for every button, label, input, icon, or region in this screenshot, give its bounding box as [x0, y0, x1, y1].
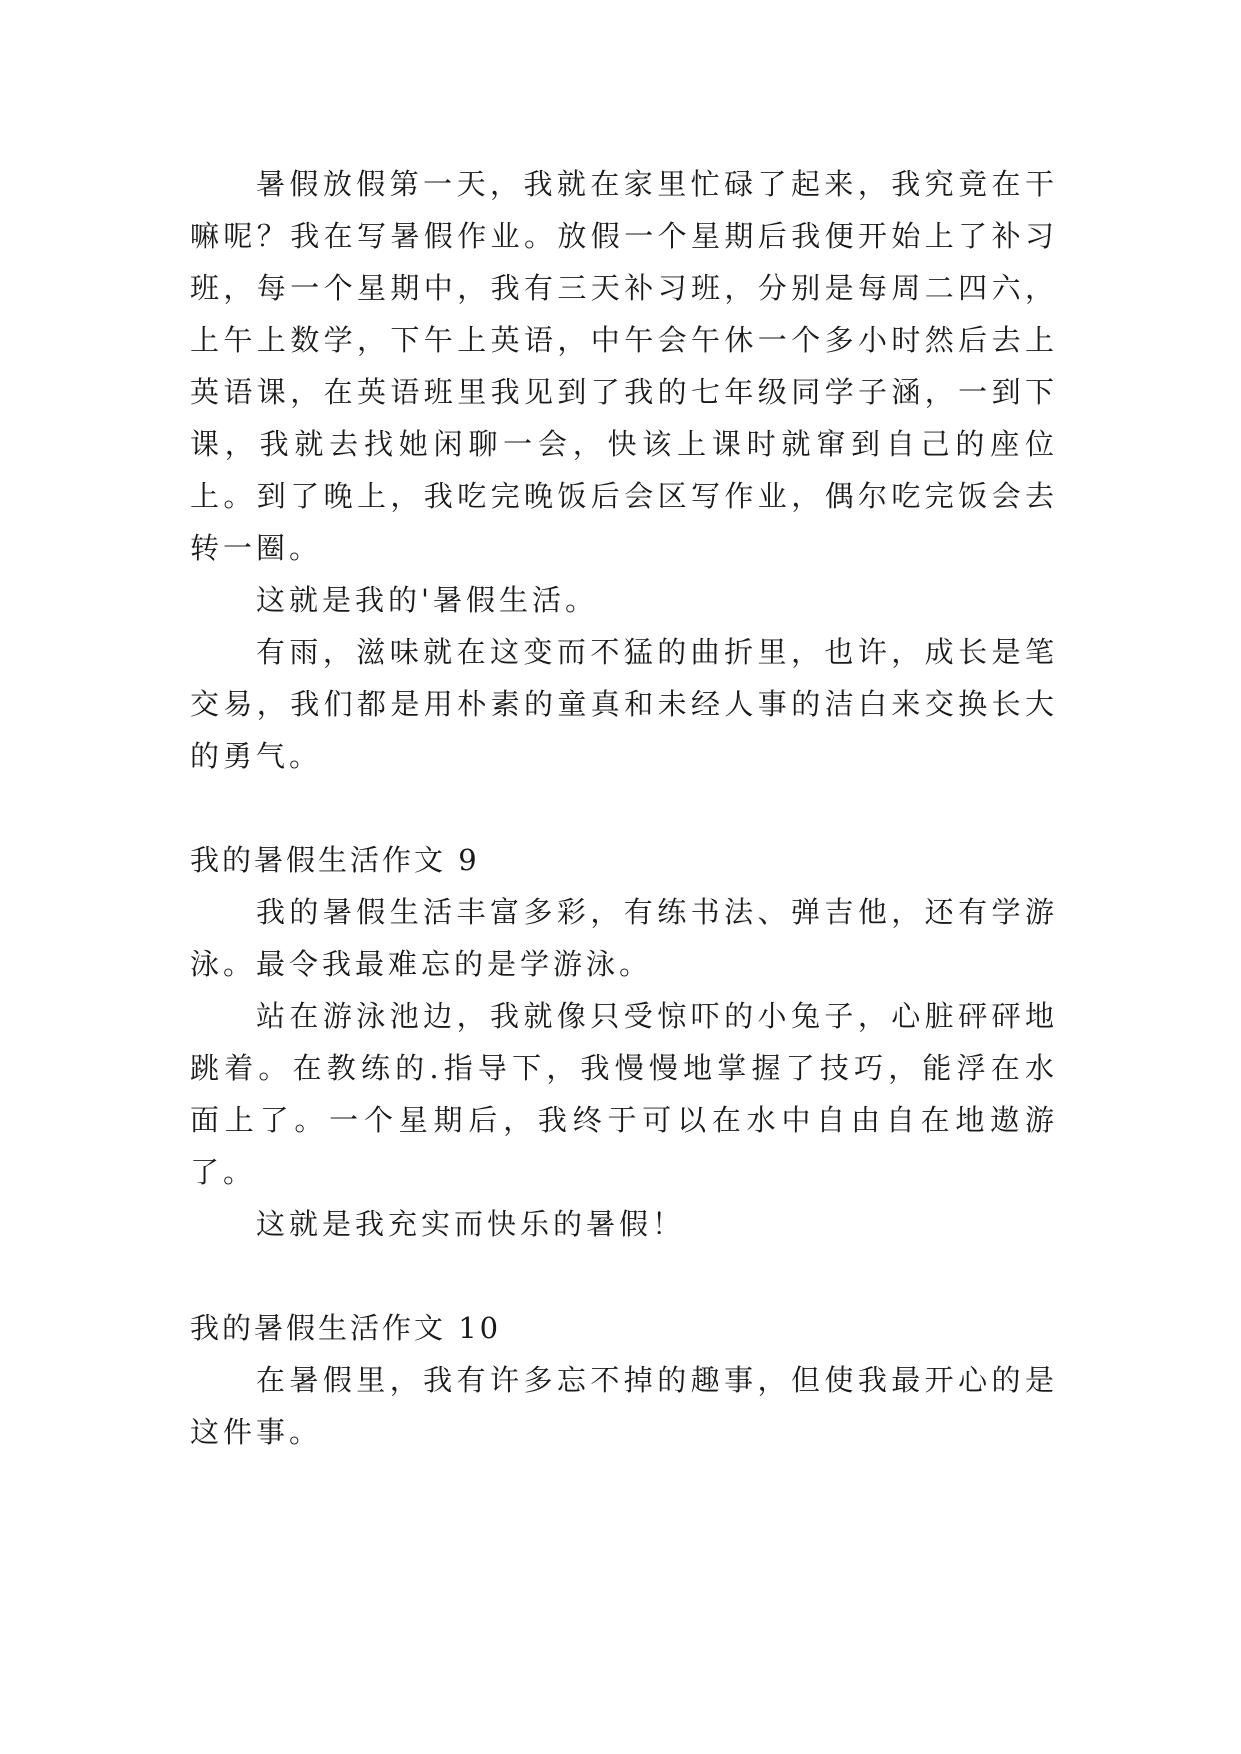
section-heading-9: 我的暑假生活作文 9 [190, 843, 480, 877]
paragraph-5: 站在游泳池边，我就像只受惊吓的小兔子，心脏砰砰地跳着。在教练的.指导下，我慢慢地掌握了技巧，能浮在水面上了。一个星期后，我终于可以在水中自由自在地遨游了。 [190, 999, 1058, 1189]
paragraph-7: 在暑假里，我有许多忘不掉的趣事，但使我最开心的是这件事。 [190, 1363, 1058, 1449]
paragraph-4: 我的暑假生活丰富多彩，有练书法、弹吉他，还有学游泳。最令我最难忘的是学游泳。 [190, 895, 1058, 981]
section-heading-10: 我的暑假生活作文 10 [190, 1311, 502, 1345]
document-body [190, 158, 1058, 1458]
paragraph-1: 暑假放假第一天，我就在家里忙碌了起来，我究竟在干嘛呢？我在写暑假作业。放假一个星期后我便开始上了补习班，每一个星期中，我有三天补习班，分别是每周二四六，上午上数学，下午上英语，中午会午休一个多小时然后去上英语课，在英语班里我见到了我的七年级同学子涵，一到下课，我就去找她闲聊一会，快该上课时就窜到自己的座位上。到了晚上，我吃完晚饭后会区写作业，偶尔吃完饭会去转一圈。 [190, 167, 1058, 565]
section-gap [190, 1250, 1058, 1302]
paragraph-6: 这就是我充实而快乐的暑假！ [256, 1207, 686, 1241]
paragraph-3: 有雨，滋味就在这变而不猛的曲折里，也许，成长是笔交易，我们都是用朴素的童真和未经人事的洁白来交换长大的勇气。 [190, 635, 1058, 773]
section-gap [190, 782, 1058, 834]
paragraph-2: 这就是我的'暑假生活。 [256, 583, 598, 617]
